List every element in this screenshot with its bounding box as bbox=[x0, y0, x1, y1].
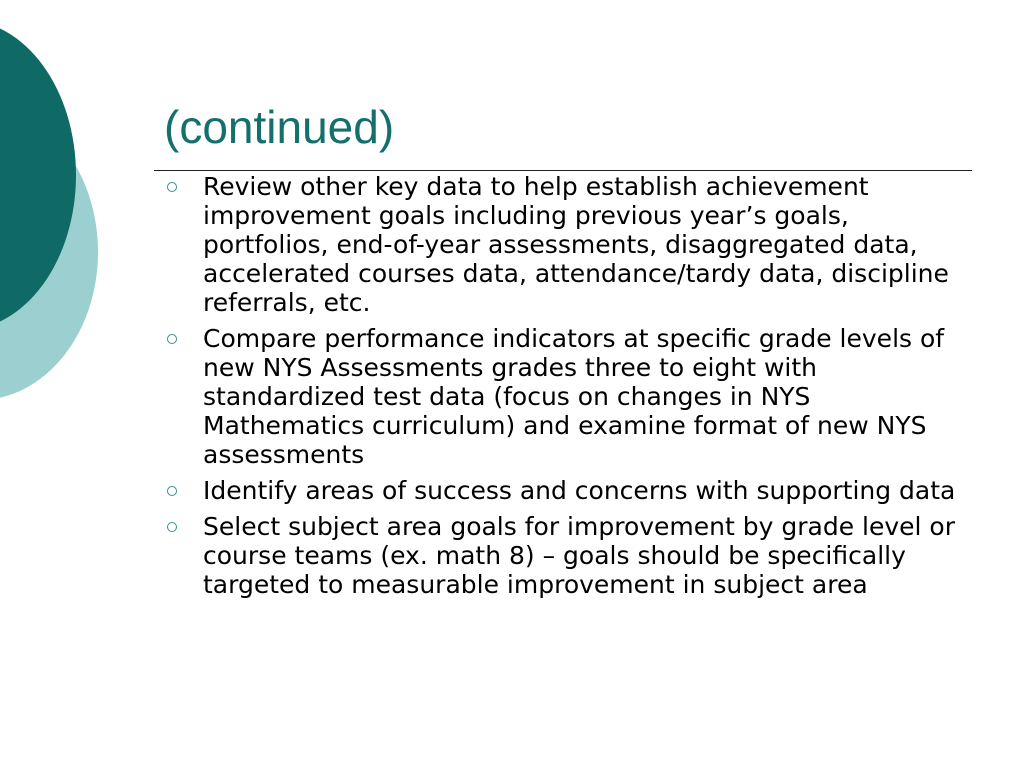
slide-title: (continued) bbox=[164, 101, 395, 153]
bullet-text: Select subject area goals for improvement by grade level or course teams (ex. math 8) – goals should be specifically targeted to measurable improvement in subject area bbox=[203, 512, 955, 599]
bullet-text: Review other key data to help establish achievement improvement goals including previous year’s goals, portfolios, end-of-year assessments, disaggregated data, accelerated courses data, attendance/tardy data, discipline referrals, etc. bbox=[203, 172, 949, 317]
bullet-item bbox=[162, 476, 962, 505]
hollow-circle-icon bbox=[167, 182, 177, 192]
bullet-list bbox=[162, 172, 962, 606]
bullet-text: Identify areas of success and concerns with supporting data bbox=[203, 476, 956, 505]
hollow-circle-icon bbox=[167, 522, 177, 532]
bullet-item bbox=[162, 324, 962, 469]
bullet-item bbox=[162, 512, 962, 599]
title-divider bbox=[154, 170, 972, 171]
bullet-text: Compare performance indicators at specific grade levels of new NYS Assessments grades three to eight with standardized test data (focus on changes in NYS Mathematics curriculum) and examine format of new NYS assessments bbox=[203, 324, 945, 469]
bullet-item bbox=[162, 172, 962, 317]
hollow-circle-icon bbox=[167, 486, 177, 496]
hollow-circle-icon bbox=[167, 334, 177, 344]
